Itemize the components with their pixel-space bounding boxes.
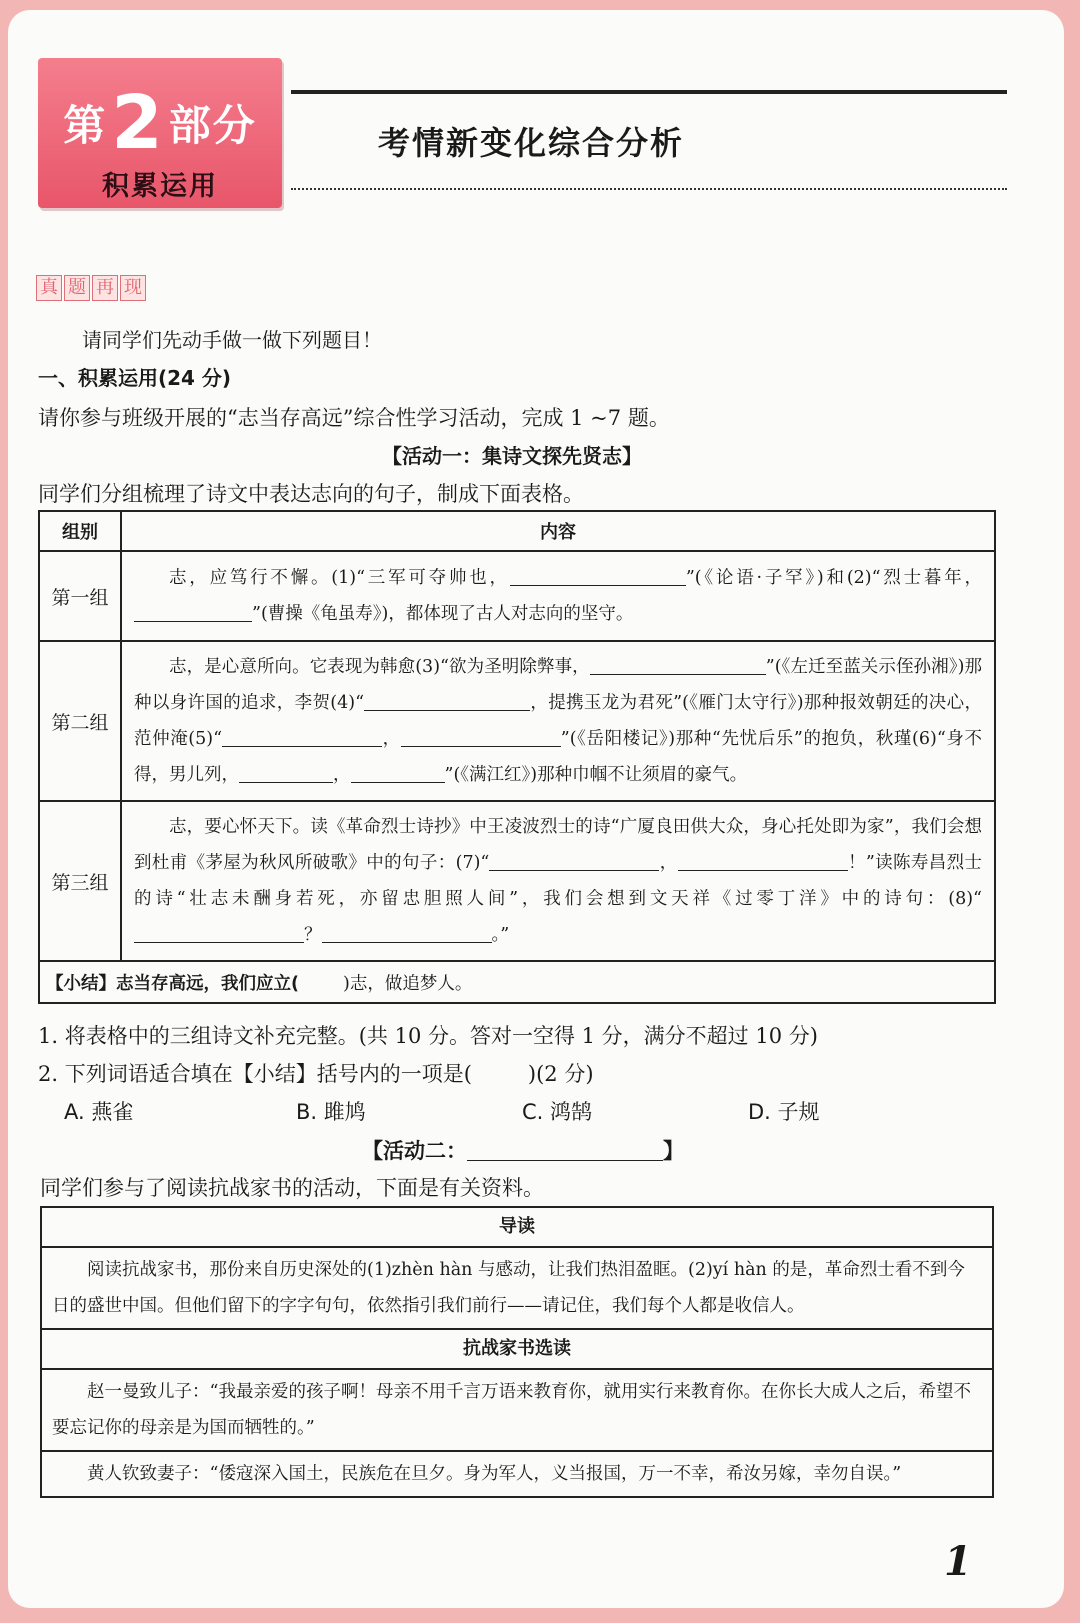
part-prefix: 第 [63, 101, 108, 150]
text-segment: ， [659, 853, 678, 873]
answer-blank-6b[interactable] [351, 765, 445, 784]
text-segment: 。” [491, 925, 510, 945]
table-row [39, 551, 995, 641]
guide-text: 阅读抗战家书，那份来自历史深处的(1)zhèn hàn 与感动，让我们热泪盈眶。(2)yí hàn 的是，革命烈士看不到今日的盛世中国。但他们留下的字字句句，依然指引我们前行——请记住，我们每个人都是收信人。 [52, 1260, 965, 1316]
option-b[interactable]: B. 雎鸠 [296, 1100, 366, 1124]
intro-text: 请同学们先动手做一做下列题目！ [82, 328, 382, 352]
text-segment: ！”读陈寿昌烈士的诗“壮志未酬身若死，亦留忠胆照人间”，我们会想到文天祥《过零丁洋》中的诗句：(8)“ [134, 853, 983, 909]
group-content [121, 801, 995, 961]
option-c[interactable]: C. 鸿鹄 [522, 1100, 593, 1124]
section-title: 一、积累运用(24 分) [38, 366, 232, 390]
text-segment: ， [382, 729, 401, 749]
group-label: 第一组 [39, 551, 121, 641]
answer-blank-4[interactable] [364, 693, 530, 712]
task-intro: 请你参与班级开展的“志当存高远”综合性学习活动，完成 1 ~7 题。 [38, 406, 670, 430]
text-segment: ”(《左迁至蓝关示侄孙湘》)那种以身许国的追求，李贺(4)“ [134, 657, 982, 713]
text-segment: ”(《岳阳楼记》)那种“先忧后乐”的抱负，秋瑾(6)“身不得，男儿列， [134, 729, 983, 785]
text-segment: 志，应笃行不懈。(1)“三军可夺帅也， [169, 568, 510, 588]
letter-cell [41, 1451, 993, 1497]
tag-char: 现 [120, 275, 146, 301]
answer-blank-1[interactable] [510, 568, 686, 587]
text-segment: ”(《满江红》)那种巾帼不让须眉的豪气。 [444, 765, 748, 785]
option-d[interactable]: D. 子规 [748, 1100, 820, 1124]
text-segment: ， [333, 765, 351, 785]
activity2-intro: 同学们参与了阅读抗战家书的活动，下面是有关资料。 [40, 1176, 544, 1200]
col-header-group: 组别 [39, 511, 121, 551]
header-rule-bottom [291, 188, 1007, 190]
table-row [39, 961, 995, 1003]
guide-title: 导读 [41, 1207, 993, 1247]
tag-char: 真 [36, 275, 62, 301]
question-2-pre: 2. 下列词语适合填在【小结】括号内的一项是( [38, 1062, 472, 1086]
table-row [39, 801, 995, 961]
part-subtitle: 积累运用 [102, 171, 218, 202]
group-label: 第二组 [39, 641, 121, 801]
tag-char: 题 [64, 275, 90, 301]
text-segment: 志，是心意所向。它表现为韩愈(3)“欲为圣明除弊事， [169, 657, 590, 677]
letters-title: 抗战家书选读 [41, 1329, 993, 1369]
text-segment: ？ [304, 925, 322, 945]
text-segment: ”(曹操《龟虽寿》)，都体现了古人对志向的坚守。 [252, 604, 634, 624]
question-2-post: )(2 分) [527, 1062, 594, 1086]
page-number: 1 [944, 1538, 972, 1585]
page-title: 考情新变化综合分析 [378, 124, 685, 162]
part-number: 2 [111, 80, 165, 166]
col-header-content: 内容 [121, 511, 995, 551]
letter-cell [41, 1369, 993, 1451]
answer-blank-2[interactable] [134, 604, 252, 623]
table-row [39, 641, 995, 801]
tag-char: 再 [92, 275, 118, 301]
answer-blank-5a[interactable] [222, 729, 382, 748]
activity2-title-blank[interactable] [467, 1139, 663, 1161]
group-content [121, 641, 995, 801]
summary-text-pre: 【小结】志当存高远，我们应立( [46, 973, 299, 994]
activity2-title-pre: 【活动二： [362, 1139, 467, 1163]
activity1-title: 【活动一：集诗文探先贤志】 [382, 444, 642, 468]
answer-blank-3[interactable] [590, 657, 766, 676]
option-a[interactable]: A. 燕雀 [64, 1100, 134, 1124]
group-label: 第三组 [39, 801, 121, 961]
summary-cell [39, 961, 995, 1003]
text-segment: ，提携玉龙为君死”(《雁门太守行》)那种报效朝廷的决心，范仲淹(5)“ [134, 693, 982, 749]
activity2-title-post: 】 [663, 1139, 684, 1163]
letters-table [40, 1206, 994, 1498]
answer-blank-6a[interactable] [239, 765, 333, 784]
letter-zhao-yiman: 赵一曼致儿子：“我最亲爱的孩子啊！母亲不用千言万语来教育你，就用实行来教育你。在你长大成人之后，希望不要忘记你的母亲是为国而牺牲的。” [52, 1382, 971, 1438]
answer-blank-7b[interactable] [678, 853, 848, 872]
answer-blank-7a[interactable] [489, 853, 659, 872]
activity1-intro: 同学们分组梳理了诗文中表达志向的句子，制成下面表格。 [38, 482, 584, 506]
answer-blank-5b[interactable] [401, 729, 561, 748]
text-segment: 志，要心怀天下。读《革命烈士诗抄》中王凌波烈士的诗“广厦良田供大众，身心托处即为家”，我们会想到杜甫《茅屋为秋风所破歌》中的句子：(7)“ [134, 817, 982, 873]
poetry-table [38, 510, 996, 1004]
answer-blank-8a[interactable] [134, 925, 304, 944]
question-2 [38, 1058, 594, 1088]
question-1: 1. 将表格中的三组诗文补充完整。(共 10 分。答对一空得 1 分，满分不超过 10 分) [38, 1024, 818, 1048]
text-segment: ”(《论语·子罕》)和(2)“烈士暮年， [685, 568, 982, 588]
part-suffix: 部分 [168, 101, 257, 150]
summary-text-post: )志，做追梦人。 [343, 973, 473, 994]
part-badge [38, 58, 282, 208]
header-rule-top [291, 90, 1007, 94]
guide-cell [41, 1247, 993, 1329]
activity2-title [362, 1135, 684, 1165]
letter-huang-renqin: 黄人钦致妻子：“倭寇深入国土，民族危在旦夕。身为军人，义当报国，万一不幸，希汝另嫁，幸勿自误。” [87, 1464, 902, 1484]
page [8, 10, 1064, 1608]
part-heading [38, 80, 282, 166]
group-content [121, 551, 995, 641]
section-tag [36, 275, 146, 301]
answer-blank-8b[interactable] [322, 925, 492, 944]
